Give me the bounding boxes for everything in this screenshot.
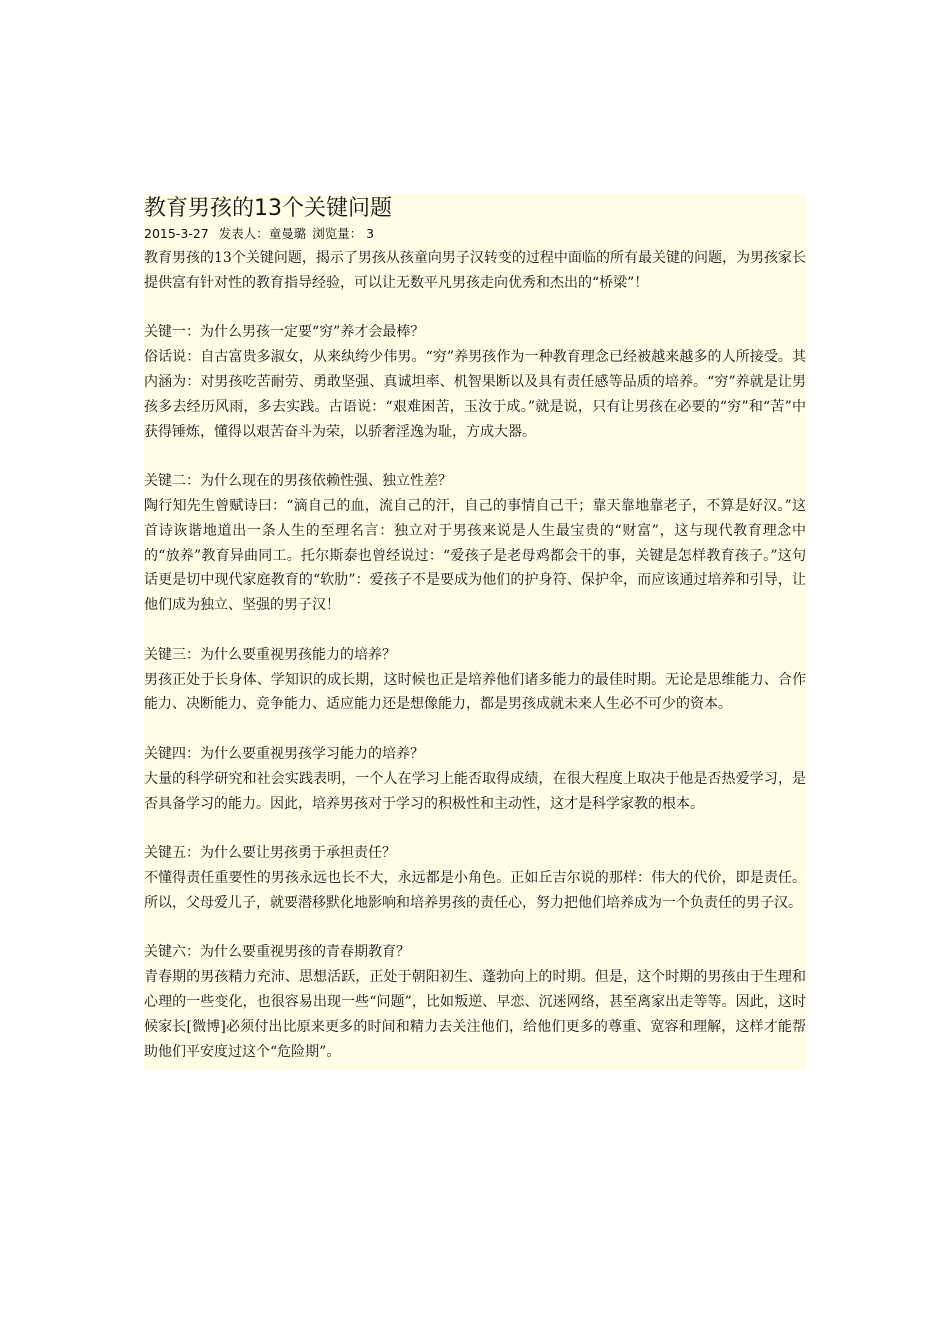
section-body: 大量的科学研究和社会实践表明，一个人在学习上能否取得成绩，在很大程度上取决于他是否热爱学习，是否具备学习的能力。因此，培养男孩对于学习的积极性和主动性，这才是科学家教的根本。	[144, 770, 806, 812]
section-body: 陶行知先生曾赋诗曰：“滴自己的血，流自己的汗，自己的事情自己干；靠天靠地靠老子，不算是好汉。”这首诗诙谐地道出一条人生的至理名言：独立对于男孩来说是人生最宝贵的“财富”，这与现代教育理念中的“放养”教育异曲同工。托尔斯泰也曾经说过：“爱孩子是老母鸡都会干的事，关键是怎样教育孩子。”这句话更是切中现代家庭教育的“软肋”：爱孩子不是要成为他们的护身符、保护伞，而应该通过培养和引导，让他们成为独立、坚强的男子汉！	[144, 497, 806, 614]
article-title: 教育男孩的13个关键问题	[144, 196, 392, 221]
article-views: 浏览量： 3	[312, 226, 375, 241]
article-intro: 教育男孩的13个关键问题，揭示了男孩从孩童向男子汉转变的过程中面临的所有最关键的问题，为男孩家长提供富有针对性的教育指导经验，可以让无数平凡男孩走向优秀和杰出的“桥梁”！	[144, 250, 806, 291]
section-body: 男孩正处于长身体、学知识的成长期，这时候也正是培养他们诸多能力的最佳时期。无论是思维能力、合作能力、决断能力、竞争能力、适应能力还是想像能力，都是男孩成就未来人生必不可少的资本。	[144, 671, 806, 713]
section-body: 俗话说：自古富贵多淑女，从来纨绔少伟男。“穷”养男孩作为一种教育理念已经被越来越多的人所接受。其内涵为：对男孩吃苦耐劳、勇敢坚强、真诚坦率、机智果断以及具有责任感等品质的培养。“穷”养就是让男孩多去经历风雨，多去实践。古语说：“艰难困苦，玉汝于成。”就是说，只有让男孩在必要的“穷”和“苦”中获得锤炼，懂得以艰苦奋斗为荣，以骄奢淫逸为耻，方成大器。	[144, 349, 806, 440]
article-author: 发表人：童曼璐	[218, 226, 307, 241]
section	[144, 320, 806, 444]
section-heading: 关键一：为什么男孩一定要“穷”养才会最棒？	[144, 324, 425, 341]
section-heading: 关键四：为什么要重视男孩学习能力的培养？	[144, 745, 424, 762]
section-body: 青春期的男孩精力充沛、思想活跃，正处于朝阳初生、蓬勃向上的时期。但是，这个时期的男孩由于生理和心理的一些变化，也很容易出现一些“问题”，比如叛逆、早恋、沉迷网络，甚至离家出走等等。因此，这时候家长[微博]必须付出比原来更多的时间和精力去关注他们，给他们更多的尊重、宽容和理解，这样才能帮助他们平安度过这个“危险期”。	[144, 969, 806, 1060]
article-date: 2015-3-27	[144, 226, 209, 241]
section-heading: 关键二：为什么现在的男孩依赖性强、独立性差？	[144, 473, 452, 490]
section	[144, 469, 806, 618]
section	[144, 742, 806, 816]
section	[144, 841, 806, 915]
section	[144, 940, 806, 1064]
section-heading: 关键五：为什么要让男孩勇于承担责任？	[144, 845, 396, 862]
article-meta	[144, 224, 806, 244]
section	[144, 643, 806, 717]
article	[144, 194, 806, 1070]
section-body: 不懂得责任重要性的男孩永远也长不大，永远都是小角色。正如丘吉尔说的那样：伟大的代价，即是责任。所以，父母爱儿子，就要潜移默化地影响和培养男孩的责任心，努力把他们培养成为一个负责任的男子汉。	[144, 869, 806, 911]
section-heading: 关键六：为什么要重视男孩的青春期教育？	[144, 944, 410, 961]
section-heading: 关键三：为什么要重视男孩能力的培养？	[144, 646, 396, 663]
